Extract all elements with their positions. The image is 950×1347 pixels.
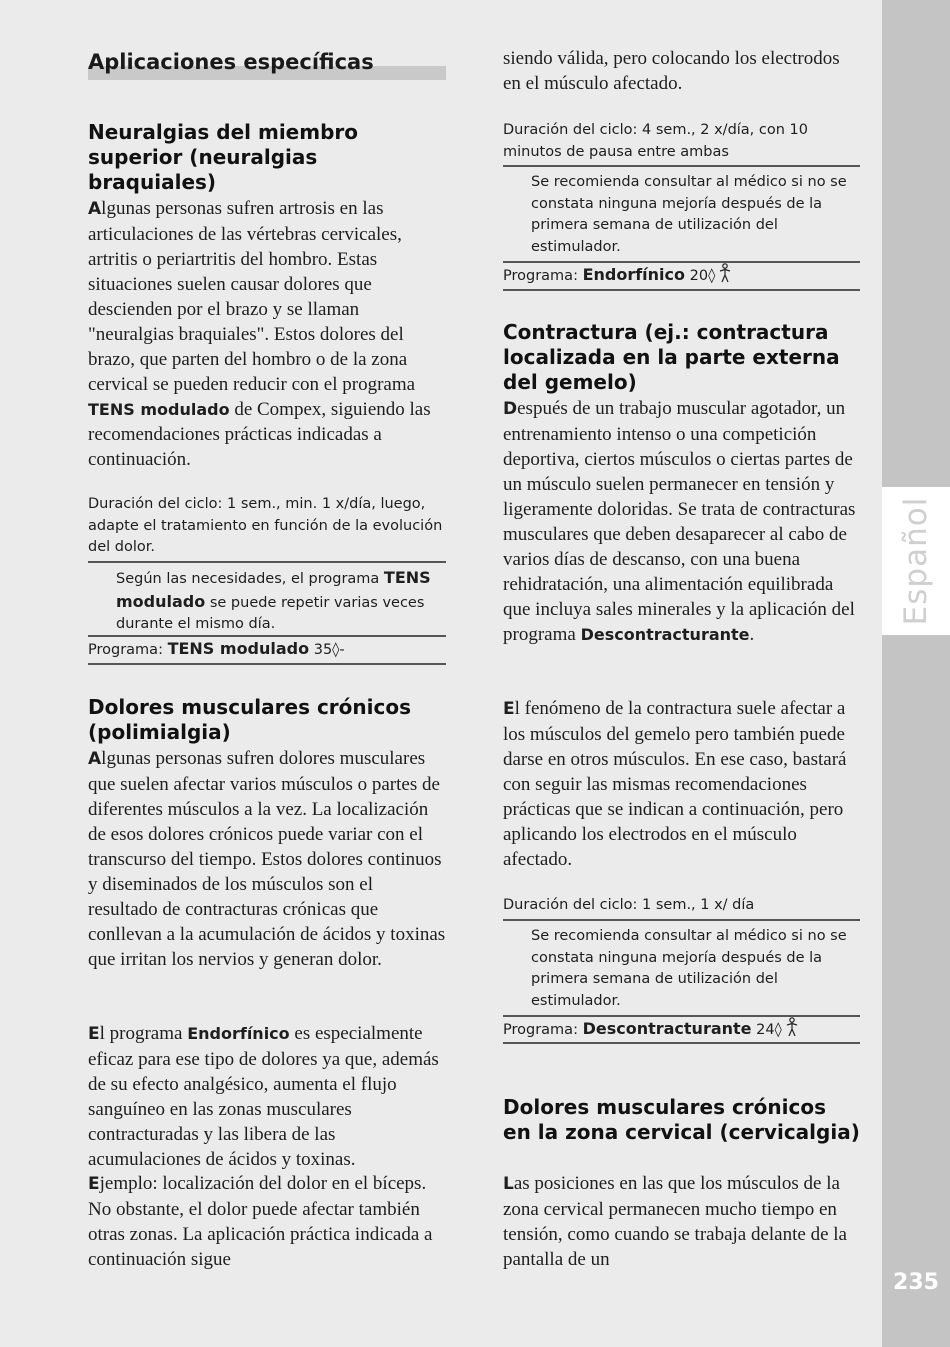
cervicalgia-paragraph: Las posiciones en las que los músculos de la zona cervical permanecen mucho tiempo en tensión, como cuando se trabaja delante de la pantalla de un <box>503 1173 847 1270</box>
sidebar <box>882 0 950 1347</box>
cervicalgia-heading: Dolores musculares crónicos en la zona cervical (cervicalgia) <box>503 1095 860 1144</box>
section-title-block <box>88 48 446 81</box>
endorfinico-duration: Duración del ciclo: 4 sem., 2 x/día, con 10 minutos de pausa entre ambas <box>503 122 808 160</box>
divider <box>88 561 446 563</box>
polimialgia-heading: Dolores musculares crónicos (polimialgia) <box>88 695 412 744</box>
person-icon <box>785 1017 799 1045</box>
divider <box>88 663 446 665</box>
contractura-program: Programa: Descontracturante 24◊ <box>503 1017 860 1045</box>
contractura-note: Se recomienda consultar al médico si no se constata ninguna mejoría después de la primera semana de utilización del estimulador. <box>531 928 847 1009</box>
polimialgia-paragraph-2: El programa Endorfínico es especialmente eficaz para ese tipo de dolores ya que, además de su efecto analgésico, aumenta el flujo sanguíneo en las zonas musculares contracturadas y las libera de las acumulaciones de ácidos y toxinas. <box>88 1023 439 1170</box>
contractura-paragraph-1: Después de un trabajo muscular agotador, un entrenamiento intenso o una competición deportiva, ciertos músculos o ciertas partes de un músculo suelen permanecer en tensión y ligeramente doloridas. Se trata de contracturas musculares que deben desaparecer al cabo de varios días de descanso, con una buena rehidratación, una alimentación equilibrada que incluya sales minerales y la aplicación del programa Descontracturante. <box>503 398 856 645</box>
language-tab <box>882 487 950 635</box>
drop-initial: A <box>88 199 102 219</box>
polimialgia-paragraph-3: Ejemplo: localización del dolor en el bíceps. No obstante, el dolor puede afectar también otras zonas. La aplicación práctica indicada a continuación sigue <box>88 1173 433 1270</box>
neuralgias-paragraph: Algunas personas sufren artrosis en las articulaciones de las vértebras cervicales, artritis o periartritis del hombro. Estas situaciones suelen causar dolores que descienden por el brazo y se llaman "neuralgias braquiales". Estos dolores del brazo, que parten del hombro o de la zona cervical se pueden reducir con el programa TENS modulado de Compex, siguiendo las recomendaciones prácticas indicadas a continuación. <box>88 198 431 470</box>
polimialgia-paragraph-1: Algunas personas sufren dolores musculares que suelen afectar varios músculos o partes de diferentes músculos a la vez. La localización de esos dolores crónicos puede variar con el transcurso del tiempo. Estos dolores continuos y diseminados de los músculos son el resultado de contracturas crónicas que conllevan a la acumulación de ácidos y toxinas que irritan los nervios y generan dolor. <box>88 748 446 970</box>
section-title: Aplicaciones específicas <box>88 50 374 74</box>
contractura-duration: Duración del ciclo: 1 sem., 1 x/ día <box>503 897 755 913</box>
contractura-paragraph-2: El fenómeno de la contractura suele afectar a los músculos del gemelo pero también puede darse en otros músculos. En ese caso, bastará con seguir las mismas recomendaciones prácticas que se indican a continuación, pero aplicando los electrodos en el músculo afectado. <box>503 698 847 870</box>
continued-paragraph: siendo válida, pero colocando los electrodos en el músculo afectado. <box>503 48 840 94</box>
neuralgias-duration: Duración del ciclo: 1 sem., min. 1 x/día, luego, adapte el tratamiento en función de la evolución del dolor. <box>88 496 443 555</box>
divider <box>503 289 860 291</box>
person-icon <box>718 263 732 291</box>
contractura-heading: Contractura (ej.: contractura localizada en la parte externa del gemelo) <box>503 320 840 394</box>
page-number: 235 <box>893 1270 939 1295</box>
neuralgias-note: Según las necesidades, el programa TENS modulado se puede repetir varias veces durante el mismo día. <box>116 568 431 632</box>
language-label: Español <box>898 496 934 626</box>
endorfinico-note: Se recomienda consultar al médico si no se constata ninguna mejoría después de la primera semana de utilización del estimulador. <box>531 174 847 255</box>
divider <box>503 919 860 921</box>
divider <box>88 635 446 637</box>
endorfinico-program: Programa: Endorfínico 20◊ <box>503 263 860 291</box>
program-name: TENS modulado <box>88 400 230 419</box>
divider <box>503 1042 860 1044</box>
neuralgias-heading: Neuralgias del miembro superior (neuralgias braquiales) <box>88 120 359 194</box>
divider <box>503 165 860 167</box>
neuralgias-program: Programa: TENS modulado 35◊- <box>88 639 345 658</box>
